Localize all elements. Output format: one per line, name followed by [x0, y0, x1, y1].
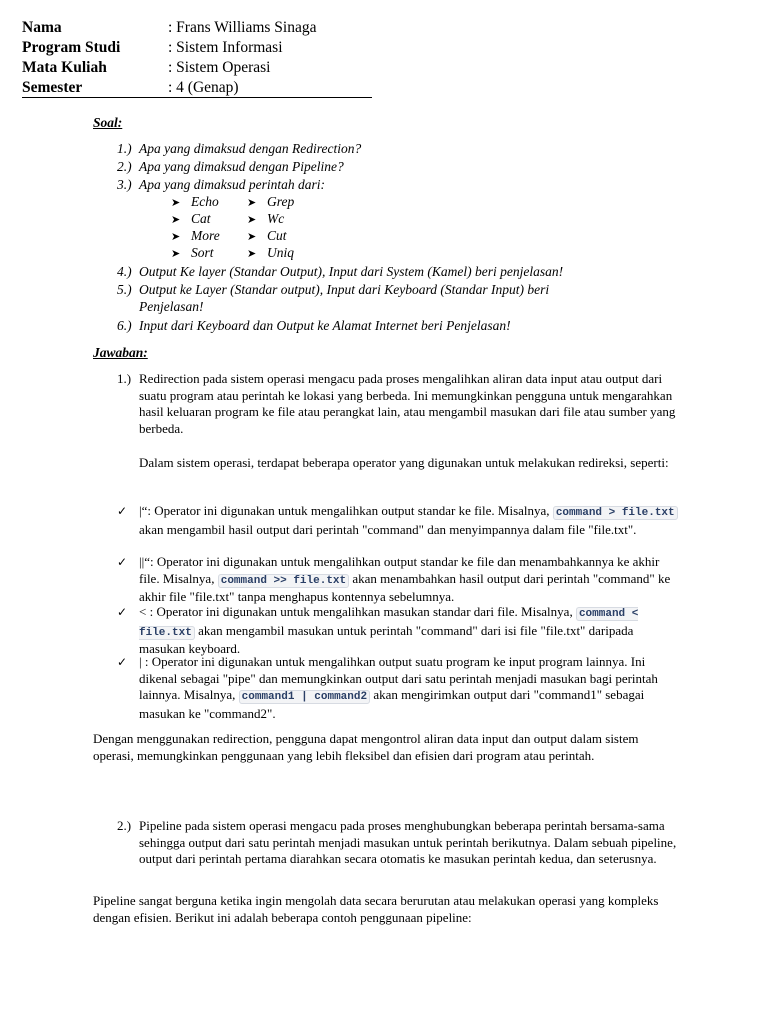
- checkmark-icon: ✓: [117, 555, 128, 569]
- arrow-bullet-icon: ➤: [171, 248, 181, 260]
- arrow-bullet-icon: ➤: [247, 214, 257, 226]
- header-value: : Frans Williams Sinaga: [168, 19, 317, 36]
- code-snippet: command > file.txt: [553, 506, 678, 520]
- question-3: [117, 176, 325, 193]
- header-row-mata-kuliah: [22, 58, 372, 78]
- command-name: Sort: [191, 245, 214, 260]
- question-text: Apa yang dimaksud perintah dari:: [139, 177, 325, 192]
- question-1: [117, 140, 361, 157]
- arrow-bullet-icon: ➤: [247, 231, 257, 243]
- answer-text: Redirection pada sistem operasi mengacu pada proses mengalihkan aliran data input atau output dari suatu program atau perintah ke lokasi yang berbeda. Ini memungkinkan pengguna untuk mengarahkan hasil keluaran program ke file atau perangkat lain, atau mengambil masukan dari file atau sumber yang berbeda.: [139, 371, 676, 436]
- question-number: 3.): [117, 177, 132, 192]
- code-snippet: command1 | command2: [239, 690, 370, 704]
- command-name: Wc: [267, 211, 285, 226]
- command-row: [171, 244, 323, 261]
- operator-description-end: akan mengambil hasil output dari perintah "command" dan menyimpannya dalam file "file.txt".: [139, 521, 637, 537]
- header-value: : 4 (Genap): [168, 79, 239, 96]
- question-number: 5.): [117, 282, 132, 297]
- pipeline-paragraph: Pipeline sangat berguna ketika ingin mengolah data secara berurutan atau melakukan operasi yang kompleks dengan efisien. Berikut ini adalah beberapa contoh penggunaan pipeline:: [93, 893, 659, 925]
- question-2: [117, 158, 344, 175]
- command-row: [171, 193, 323, 210]
- question-text-continued: Penjelasan!: [139, 299, 204, 314]
- operator-description-end: akan mengambil masukan untuk perintah "command" dari isi file "file.txt" daripada masukan keyboard.: [139, 622, 634, 656]
- question-text: Input dari Keyboard dan Output ke Alamat Internet beri Penjelasan!: [139, 318, 511, 333]
- question-text: Apa yang dimaksud dengan Redirection?: [139, 141, 362, 156]
- arrow-bullet-icon: ➤: [247, 248, 257, 260]
- arrow-bullet-icon: ➤: [247, 197, 257, 209]
- question-text: Output Ke layer (Standar Output), Input dari System (Kamel) beri penjelasan!: [139, 264, 564, 279]
- question-6: [117, 317, 637, 334]
- operator-description: |“: Operator ini digunakan untuk mengalihkan output standar ke file. Misalnya,: [139, 503, 553, 518]
- arrow-bullet-icon: ➤: [171, 231, 181, 243]
- arrow-bullet-icon: ➤: [171, 214, 181, 226]
- answer-number: 2.): [117, 818, 132, 833]
- question-text: Output ke Layer (Standar output), Input dari Keyboard (Standar Input) beri: [139, 282, 550, 297]
- command-row: [171, 227, 323, 244]
- command-list: [171, 193, 323, 261]
- checkmark-icon: ✓: [117, 655, 128, 669]
- code-snippet: command < file.txt: [139, 608, 639, 639]
- answer-number: 1.): [117, 371, 132, 386]
- question-number: 4.): [117, 264, 132, 279]
- header-label: Program Studi: [22, 39, 121, 56]
- header-label: Nama: [22, 19, 62, 36]
- command-name: Cat: [191, 211, 211, 226]
- operator-description: ||“: Operator ini digunakan untuk mengalihkan output standar ke file dan menambahkannya ke akhir file. Misalnya,: [139, 554, 660, 586]
- command-row: [171, 210, 323, 227]
- redirection-summary: Dengan menggunakan redirection, pengguna dapat mengontrol aliran data input dan output dalam sistem operasi, memungkinkan penggunaan yang lebih fleksibel dan efisien dari program atau perintah.: [93, 731, 639, 763]
- pipe-operator-item: [117, 654, 679, 722]
- question-number: 6.): [117, 318, 132, 333]
- answer-1: [117, 371, 677, 437]
- arrow-bullet-icon: ➤: [171, 197, 181, 209]
- operator-description: < : Operator ini digunakan untuk mengalihkan masukan standar dari file. Misalnya,: [139, 604, 576, 619]
- header-value: : Sistem Operasi: [168, 59, 271, 76]
- header-value: : Sistem Informasi: [168, 39, 283, 56]
- jawaban-heading: Jawaban:: [93, 345, 148, 360]
- header-row-program-studi: [22, 38, 372, 58]
- redirect-operator-item: [117, 503, 679, 538]
- command-name: Uniq: [267, 245, 294, 260]
- header-label: Mata Kuliah: [22, 59, 107, 76]
- command-name: Cut: [267, 228, 287, 243]
- operator-description: | : Operator ini digunakan untuk mengalihkan output suatu program ke input program lainnya. Ini dikenal sebagai "pipe" dan memungkinkan output dari satu perintah menjadi masukan bagi perintah lainnya. Misalnya,: [139, 654, 658, 702]
- operator-description-end: akan menambahkan hasil output dari perintah "command" ke akhir file "file.txt" tanpa menghapus kontennya sebelumnya.: [139, 570, 671, 604]
- checkmark-icon: ✓: [117, 504, 128, 518]
- answer-text: Pipeline pada sistem operasi mengacu pada proses menghubungkan beberapa perintah bersama-sama sehingga output dari satu perintah menjadi masukan untuk perintah berikutnya. Dalam sebuah pipeline, output dari perintah pertama diarahkan secara otomatis ke masukan perintah kedua, dan seterusnya.: [139, 818, 677, 866]
- answer-1-paragraph: Dalam sistem operasi, terdapat beberapa operator yang digunakan untuk melakukan redireksi, seperti:: [139, 455, 669, 470]
- command-name: More: [191, 228, 220, 243]
- header-label: Semester: [22, 79, 83, 96]
- student-info-header: [22, 18, 372, 98]
- command-name: Echo: [191, 194, 219, 209]
- question-number: 2.): [117, 159, 132, 174]
- append-operator-item: [117, 554, 679, 606]
- input-redirect-operator-item: [117, 604, 679, 658]
- operator-description-end: akan mengirimkan output dari "command1" sebagai masukan ke "command2".: [139, 687, 645, 721]
- question-5: [117, 281, 637, 315]
- command-name: Grep: [267, 194, 295, 209]
- soal-heading: Soal:: [93, 115, 123, 130]
- header-row-nama: [22, 18, 372, 38]
- header-row-semester: [22, 78, 372, 98]
- question-4: [117, 263, 637, 280]
- question-number: 1.): [117, 141, 132, 156]
- question-text: Apa yang dimaksud dengan Pipeline?: [139, 159, 344, 174]
- answer-2: [117, 818, 677, 868]
- checkmark-icon: ✓: [117, 605, 128, 619]
- code-snippet: command >> file.txt: [218, 574, 349, 588]
